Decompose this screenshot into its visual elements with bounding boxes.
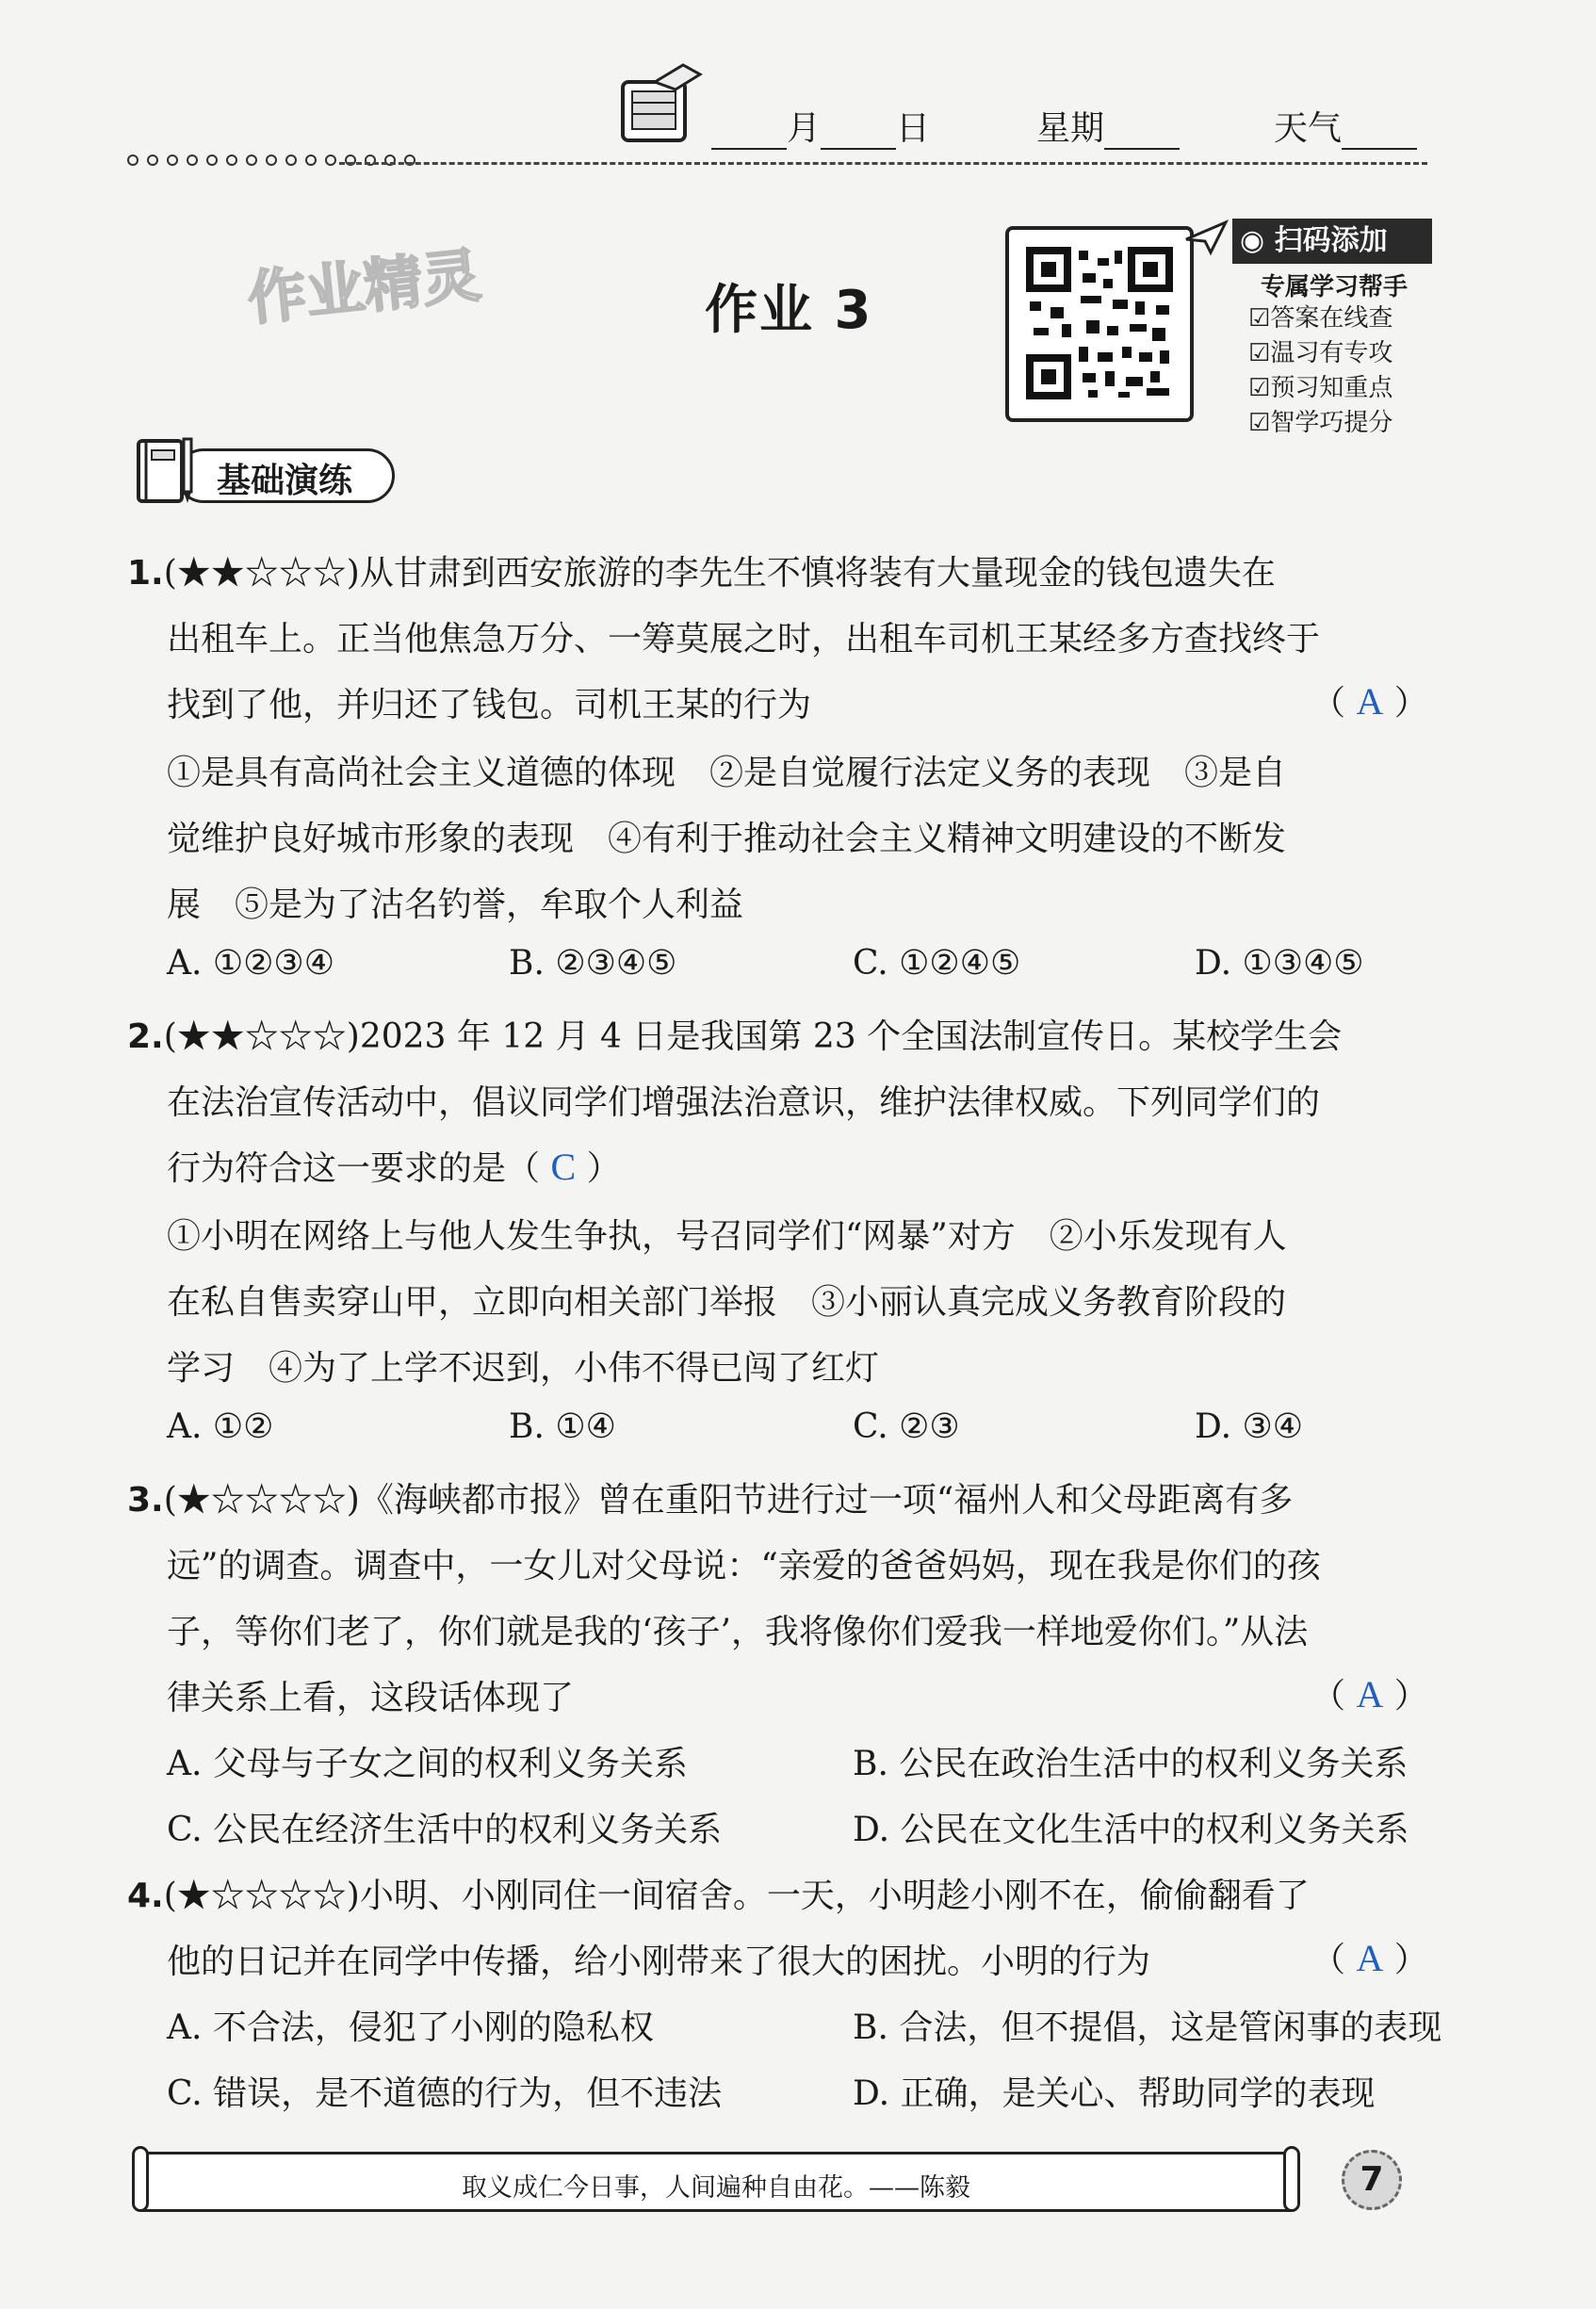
question-text: 2023 年 12 月 4 日是我国第 23 个全国法制宣传日。某校学生会 [359,1017,1343,1056]
qr-code-icon [1009,230,1190,418]
weather-field [1274,102,1417,150]
answer-mark: A [1356,1673,1384,1715]
date-field [711,102,930,150]
page-title: 作业 3 [705,280,873,341]
weekday-field [1036,102,1180,150]
day-blank[interactable] [821,110,896,150]
qr-banner-label: 扫码添加 [1274,224,1388,257]
weather-blank[interactable] [1342,110,1417,150]
weekday-label: 星期 [1036,109,1105,148]
qr-banner [1232,219,1432,264]
question-text: 行为符合这一要求的是（ [167,1149,541,1188]
section-heading [127,433,400,509]
statement-text: ①小明在网络上与他人发生争执，号召同学们“网暴”对方 ②小乐发现有人 [167,1217,1287,1256]
day-label: 日 [896,109,931,148]
weather-label: 天气 [1274,109,1343,148]
answer-mark: A [1356,680,1384,723]
answer-mark: A [1356,1937,1384,1979]
question-stars: (★☆☆☆☆) [163,1877,360,1915]
section-heading-label: 基础演练 [217,462,353,500]
question-number: 3. [127,1481,164,1520]
question-text: 找到了他，并归还了钱包。司机王某的行为 [167,686,812,724]
book-icon [135,435,195,509]
question-stars: (★★☆☆☆) [163,1017,360,1056]
option-d[interactable]: D. 公民在文化生活中的权利义务关系 [853,1811,1409,1849]
option-c[interactable]: C. 公民在经济生活中的权利义务关系 [167,1811,723,1849]
page-number: 7 [1342,2150,1402,2210]
paper-plane-icon [1182,219,1230,256]
question-text: 从甘肃到西安旅游的李先生不慎将装有大量现金的钱包遗失在 [359,554,1276,593]
question-stars: (★☆☆☆☆) [163,1481,360,1520]
qr-subtitle: 专属学习帮手 [1261,273,1409,301]
statement-text: 在私自售卖穿山甲，立即向相关部门举报 ③小丽认真完成义务教育阶段的 [167,1283,1287,1322]
statement-text: 觉维护良好城市形象的表现 ④有利于推动社会主义精神文明建设的不断发 [167,820,1287,858]
option-b[interactable]: B. 合法，但不提倡，这是管闲事的表现 [853,2008,1442,2047]
question-text: 出租车上。正当他焦急万分、一筹莫展之时，出租车司机王某经多方查找终于 [167,620,1321,659]
option-c[interactable]: C. ②③ [853,1407,960,1446]
eye-icon: ◉ [1240,224,1275,257]
weekday-blank[interactable] [1104,110,1180,150]
page: 月 日 星期 天气 作业精灵 作业 3 ◉ 扫码添加 专属学习帮手 ☑ 答案在线查 ☑ 温习有专攻 ☑ 预习知重点 ☑ 智学巧提分 基础演练 1.(★★☆☆☆)从甘肃到西安旅游的李先生不慎将装有大量现金的钱包遗失在 出租车上。正当他焦急万分、一筹莫展之时，出租车司机王某经多方查找终于 找到了他，并归还了钱包。司机王某的行为 （ A ） ①是具有高尚社会主义道德的体现 ②是自觉履行法定义务的表现 ③是自 觉维护良好城市形象的表现 ④有利于推动社会主义精神文明建设的不断发 展 ⑤是为了沽名钓誉，牟取个人利益 A. ①②③④ B. ②③④⑤ C. ①②④⑤ D. ①③④⑤ 2.(★★☆☆☆)2023 年 12 月 4 日是我国第 23 个全国法制宣传日。某校学生会 在法治宣传活动中，倡议同学们增强法治意识，维护法律权威。下列同学们的 行为符合这一要求的是（ C ） ①小明在网络上与他人发生争执，号召同学们“网暴”对方 ②小乐发现有人 在私自售卖穿山甲，立即向相关部门举报 ③小丽认真完成义务教育阶段的 学习 ④为了上学不迟到，小伟不得已闯了红灯 A. ①② B. ①④ C. ②③ D. ③④ 3.(★☆☆☆☆)《海峡都市报》曾在重阳节进行过一项“福州人和父母距离有多 远”的调查。调查中，一女儿对父母说：“亲爱的爸爸妈妈，现在我是你们的孩 子，等你们老了，你们就是我的‘孩子’，我将像你们爱我一样地爱你们。”从法 律关系上看，这段话体现了 （ A ） A. 父母与子女之间的权利义务关系 B. 公民在政治生活中的权利义务关系 C. 公民在经济生活中的权利义务关系 D. 公民在文化生活中的权利义务关系 4.(★☆☆☆☆)小明、小刚同住一间宿舍。一天，小明趁小刚不在，偷偷翻看了 他的日记并在同学中传播，给小刚带来了很大的困扰。小明的行为 （ A ） A. 不合法，侵犯了小刚的隐私权 B. 合法，但不提倡，这是管闲事的表现 C. 错误，是不道德的行为，但不违法 D. 正确，是关心、帮助同学的表现 取义成仁今日事，人间遍种自由花。——陈毅 7 [0,0,1596,2309]
option-a[interactable]: A. 父母与子女之间的权利义务关系 [167,1745,688,1783]
question-text: 小明、小刚同住一间宿舍。一天，小明趁小刚不在，偷偷翻看了 [359,1877,1310,1915]
answer-mark: C [550,1146,577,1188]
question-text: 子，等你们老了，你们就是我的‘孩子’，我将像你们爱我一样地爱你们。”从法 [167,1613,1309,1651]
question-stars: (★★☆☆☆) [163,554,360,593]
option-d[interactable]: D. ③④ [1195,1407,1304,1446]
question-text: 《海峡都市报》曾在重阳节进行过一项“福州人和父母距离有多 [359,1481,1294,1520]
option-a[interactable]: A. ①② [167,1407,274,1446]
option-d[interactable]: D. ①③④⑤ [1195,944,1364,983]
question-text: 在法治宣传活动中，倡议同学们增强法治意识，维护法律权威。下列同学们的 [167,1083,1321,1122]
statement-text: 学习 ④为了上学不迟到，小伟不得已闯了红灯 [167,1349,880,1388]
answer-bracket: （ A ） [1311,1937,1428,1979]
question-text: 律关系上看，这段话体现了 [167,1679,575,1717]
question-text: 他的日记并在同学中传播，给小刚带来了很大的困扰。小明的行为 [167,1943,1151,1981]
footer-scroll [132,2146,1300,2212]
footer-quote: 取义成仁今日事，人间遍种自由花。——陈毅 [462,2173,970,2203]
statement-text: ①是具有高尚社会主义道德的体现 ②是自觉履行法定义务的表现 ③是自 [167,754,1287,792]
question-number: 1. [127,554,164,593]
month-label: 月 [787,109,822,148]
option-c[interactable]: C. ①②④⑤ [853,944,1021,983]
header-divider [339,162,1427,165]
question-number: 4. [127,1877,164,1915]
option-b[interactable]: B. ①④ [509,1407,616,1446]
option-b[interactable]: B. 公民在政治生活中的权利义务关系 [853,1745,1409,1783]
month-blank[interactable] [711,110,787,150]
qr-feature-item: ☑ 答案在线查 [1248,301,1392,336]
watermark: 作业精灵 [244,240,484,333]
qr-feature-item: ☑ 智学巧提分 [1248,406,1392,441]
qr-feature-item: ☑ 预习知重点 [1248,371,1392,406]
option-d[interactable]: D. 正确，是关心、帮助同学的表现 [853,2074,1376,2113]
qr-feature-list [1248,301,1392,441]
option-b[interactable]: B. ②③④⑤ [509,944,677,983]
option-a[interactable]: A. 不合法，侵犯了小刚的隐私权 [167,2008,654,2047]
option-c[interactable]: C. 错误，是不道德的行为，但不违法 [167,2074,723,2113]
qr-feature-item: ☑ 温习有专攻 [1248,336,1392,371]
calendar-icon [617,61,704,148]
option-a[interactable]: A. ①②③④ [167,944,334,983]
answer-bracket: （ A ） [1311,1673,1428,1715]
question-number: 2. [127,1017,164,1056]
question-text: 远”的调查。调查中，一女儿对父母说：“亲爱的爸爸妈妈，现在我是你们的孩 [167,1547,1321,1585]
answer-bracket: （ A ） [1311,680,1428,723]
statement-text: 展 ⑤是为了沽名钓誉，牟取个人利益 [167,886,744,924]
qr-code[interactable] [1005,226,1194,422]
